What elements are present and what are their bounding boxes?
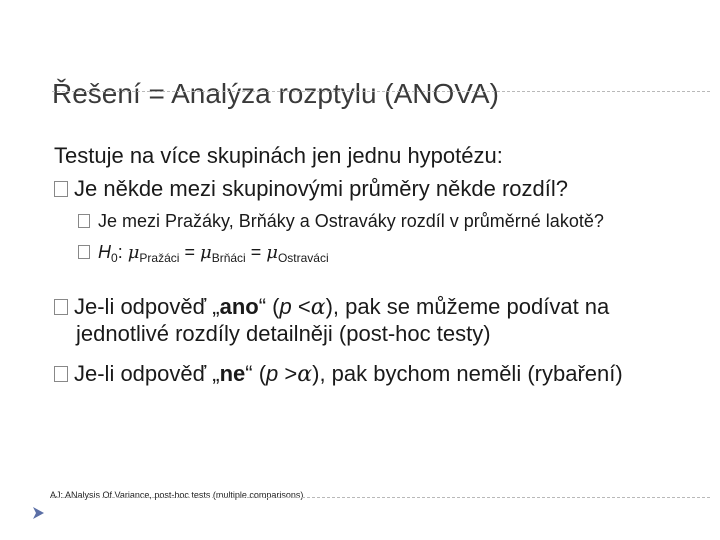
title-divider [52,91,710,92]
square-bullet-icon [54,299,68,315]
nav-arrow-icon[interactable] [30,505,46,521]
bullet-no [54,361,623,387]
text-line-1: Testuje na více skupinách jen jednu hypotézu: [54,143,503,168]
no-word: ne [219,361,246,386]
slide-title: Řešení = Analýza rozptylu (ANOVA) [52,78,499,109]
no-rest: ), pak bychom neměli (rybaření) [312,361,623,386]
yes-alpha: α [310,295,326,320]
yes-prefix: Je-li odpověď „ [74,294,220,319]
yes-lt: < [291,294,311,319]
equals-2: = [250,242,262,262]
bullet-yes-continuation: jednotlivé rozdíly detailněji (post-hoc testy) [76,321,491,346]
square-bullet-icon [54,366,68,382]
sub-bullet-example [78,211,604,232]
square-bullet-icon [54,181,68,197]
no-mid: “ ( [245,361,267,386]
no-alpha: α [297,362,313,387]
mu-ostrava: μ [266,242,278,263]
equals-1: = [184,242,195,262]
sub-brno: Brňáci [211,251,246,265]
yes-p: p [279,294,292,319]
sub-bullet-hypothesis [78,242,329,265]
no-prefix: Je-li odpověď „ [74,361,220,386]
yes-mid: “ ( [258,294,280,319]
no-gt: > [278,361,298,386]
h0-colon: : [117,242,123,262]
bullet-yes [54,294,609,320]
square-bullet-icon [78,214,90,228]
bullet-question [54,176,568,202]
footer-divider [52,497,710,498]
yes-word: ano [219,294,259,319]
square-bullet-icon [78,245,90,259]
sub-bullet-example-text: Je mezi Pražáky, Brňáky a Ostraváky rozdíl v průměrné lakotě? [98,211,604,231]
sub-praha: Pražáci [139,251,180,265]
sub-ostrava: Ostraváci [277,251,329,265]
no-p: p [266,361,279,386]
mu-brno: μ [199,242,212,263]
yes-rest: ), pak se můžeme podívat na [325,294,610,319]
bullet-question-text: Je někde mezi skupinovými průměry někde rozdíl? [74,176,569,201]
h0-subscript: 0 [111,251,118,265]
h0-symbol: H [98,242,111,262]
footnote: AJ: ANalysis Of Variance, post-hoc tests (multiple comparisons) [50,490,304,500]
mu-praha: μ [127,242,140,263]
